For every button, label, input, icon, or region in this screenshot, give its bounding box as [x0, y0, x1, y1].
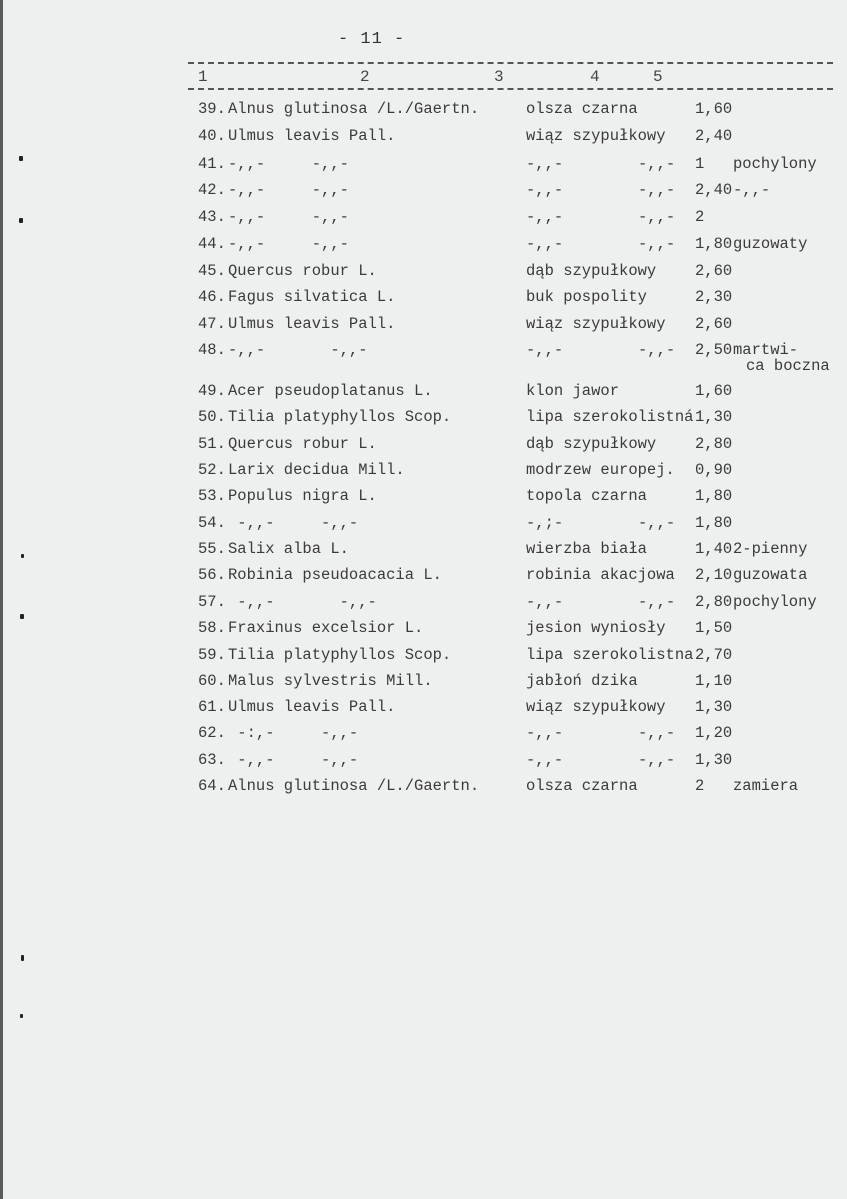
latin-name: -:,- -,,-	[228, 724, 359, 742]
latin-name: Tilia platyphyllos Scop.	[228, 646, 452, 664]
polish-name-ditto: -,,-	[638, 181, 676, 199]
margin-mark	[19, 218, 23, 223]
column-number-3: 3	[494, 68, 504, 86]
latin-name: Fraxinus excelsior L.	[228, 619, 424, 637]
row-number: 50.	[198, 408, 226, 426]
polish-name: -,,-	[526, 593, 564, 611]
row-number: 43.	[198, 208, 226, 226]
polish-name: -,,-	[526, 208, 564, 226]
polish-name: -,,-	[526, 751, 564, 769]
polish-name: jabłoń dzika	[526, 672, 638, 690]
remark: pochylony	[733, 155, 817, 173]
girth-value: 1,30	[695, 751, 733, 769]
latin-name: -,,- -,,-	[228, 208, 349, 226]
polish-name: wiąz szypułkowy	[526, 127, 666, 145]
polish-name: modrzew europej.	[526, 461, 675, 479]
latin-name: Alnus glutinosa /L./Gaertn.	[228, 777, 480, 795]
row-number: 47.	[198, 315, 226, 333]
polish-name: klon jawor	[526, 382, 620, 400]
row-number: 46.	[198, 288, 226, 306]
row-number: 57.	[198, 593, 226, 611]
remark: guzowata	[733, 566, 808, 584]
latin-name: -,,- -,,-	[228, 514, 359, 532]
polish-name: wiąz szypułkowy	[526, 315, 666, 333]
girth-value: 2,40	[695, 127, 733, 145]
girth-value: 1,80	[695, 487, 733, 505]
latin-name: -,,- -,,-	[228, 235, 349, 253]
remark: -,,-	[733, 181, 771, 199]
row-number: 40.	[198, 127, 226, 145]
polish-name-ditto: -,,-	[638, 751, 676, 769]
latin-name: Ulmus leavis Pall.	[228, 698, 396, 716]
header-rule-bottom	[188, 88, 833, 90]
girth-value: 1,20	[695, 724, 733, 742]
latin-name: -,,- -,,-	[228, 751, 359, 769]
polish-name: dąb szypułkowy	[526, 262, 657, 280]
polish-name: jesion wyniosły	[526, 619, 666, 637]
latin-name: -,,- -,,-	[228, 341, 368, 359]
latin-name: Tilia platyphyllos Scop.	[228, 408, 452, 426]
column-number-2: 2	[360, 68, 370, 86]
girth-value: 2,50	[695, 341, 733, 359]
latin-name: Salix alba L.	[228, 540, 349, 558]
latin-name: Alnus glutinosa /L./Gaertn.	[228, 100, 480, 118]
girth-value: 2,10	[695, 566, 733, 584]
polish-name: topola czarna	[526, 487, 647, 505]
polish-name: wierzba biała	[526, 540, 647, 558]
polish-name-ditto: -,,-	[638, 514, 676, 532]
girth-value: 2,40	[695, 181, 733, 199]
remark: zamiera	[733, 777, 799, 795]
polish-name: olsza czarna	[526, 777, 638, 795]
row-number: 45.	[198, 262, 226, 280]
latin-name: Populus nigra L.	[228, 487, 377, 505]
polish-name-ditto: -,,-	[638, 593, 676, 611]
margin-mark	[20, 1014, 23, 1018]
latin-name: Quercus robur L.	[228, 435, 377, 453]
column-number-5: 5	[653, 68, 663, 86]
latin-name: Acer pseudoplatanus L.	[228, 382, 433, 400]
latin-name: -,,- -,,-	[228, 593, 377, 611]
row-number: 41.	[198, 155, 226, 173]
latin-name: Ulmus leavis Pall.	[228, 315, 396, 333]
girth-value: 1,30	[695, 698, 733, 716]
polish-name-ditto: -,,-	[638, 155, 676, 173]
row-number: 51.	[198, 435, 226, 453]
latin-name: Fagus silvatica L.	[228, 288, 396, 306]
girth-value: 1,50	[695, 619, 733, 637]
row-number: 63.	[198, 751, 226, 769]
girth-value: 1,80	[695, 235, 733, 253]
row-number: 60.	[198, 672, 226, 690]
girth-value: 2,60	[695, 262, 733, 280]
girth-value: 1	[695, 155, 705, 173]
row-number: 53.	[198, 487, 226, 505]
row-number: 39.	[198, 100, 226, 118]
latin-name: Quercus robur L.	[228, 262, 377, 280]
polish-name: buk pospolity	[526, 288, 647, 306]
polish-name: -,,-	[526, 341, 564, 359]
girth-value: 2,80	[695, 435, 733, 453]
column-number-1: 1	[198, 68, 208, 86]
margin-mark	[20, 614, 24, 619]
polish-name: -,,-	[526, 155, 564, 173]
polish-name: robinia akacjowa	[526, 566, 675, 584]
margin-mark	[21, 554, 24, 558]
polish-name-ditto: -,,-	[638, 208, 676, 226]
girth-value: 2,60	[695, 315, 733, 333]
remark: 2-pienny	[733, 540, 808, 558]
girth-value: 1,40	[695, 540, 733, 558]
latin-name: Ulmus leavis Pall.	[228, 127, 396, 145]
girth-value: 2,80	[695, 593, 733, 611]
girth-value: 2	[695, 777, 705, 795]
row-number: 62.	[198, 724, 226, 742]
remark: martwi-	[733, 341, 799, 359]
row-number: 54.	[198, 514, 226, 532]
girth-value: 2,70	[695, 646, 733, 664]
row-number: 42.	[198, 181, 226, 199]
row-number: 58.	[198, 619, 226, 637]
polish-name: -,,-	[526, 181, 564, 199]
polish-name: lipa szerokolistná	[526, 408, 694, 426]
remark-continued: ca boczna	[746, 357, 830, 375]
polish-name: -,,-	[526, 235, 564, 253]
page-edge	[0, 0, 3, 1199]
row-number: 56.	[198, 566, 226, 584]
girth-value: 1,80	[695, 514, 733, 532]
margin-mark	[21, 955, 24, 961]
page-number: - 11 -	[338, 30, 406, 49]
polish-name-ditto: -,,-	[638, 235, 676, 253]
margin-mark	[19, 156, 23, 161]
latin-name: Robinia pseudoacacia L.	[228, 566, 442, 584]
row-number: 49.	[198, 382, 226, 400]
remark: guzowaty	[733, 235, 808, 253]
polish-name: -,,-	[526, 724, 564, 742]
header-rule-top	[188, 62, 833, 64]
girth-value: 0,90	[695, 461, 733, 479]
row-number: 44.	[198, 235, 226, 253]
polish-name: dąb szypułkowy	[526, 435, 657, 453]
row-number: 64.	[198, 777, 226, 795]
latin-name: -,,- -,,-	[228, 181, 349, 199]
row-number: 61.	[198, 698, 226, 716]
latin-name: Malus sylvestris Mill.	[228, 672, 433, 690]
column-number-4: 4	[590, 68, 600, 86]
polish-name: -,;-	[526, 514, 564, 532]
row-number: 59.	[198, 646, 226, 664]
latin-name: -,,- -,,-	[228, 155, 349, 173]
polish-name: lipa szerokolistna	[526, 646, 694, 664]
girth-value: 1,60	[695, 382, 733, 400]
girth-value: 2,30	[695, 288, 733, 306]
row-number: 48.	[198, 341, 226, 359]
girth-value: 1,30	[695, 408, 733, 426]
remark: pochylony	[733, 593, 817, 611]
polish-name: olsza czarna	[526, 100, 638, 118]
girth-value: 2	[695, 208, 705, 226]
latin-name: Larix decidua Mill.	[228, 461, 405, 479]
row-number: 55.	[198, 540, 226, 558]
girth-value: 1,60	[695, 100, 733, 118]
polish-name: wiąz szypułkowy	[526, 698, 666, 716]
polish-name-ditto: -,,-	[638, 724, 676, 742]
row-number: 52.	[198, 461, 226, 479]
polish-name-ditto: -,,-	[638, 341, 676, 359]
girth-value: 1,10	[695, 672, 733, 690]
